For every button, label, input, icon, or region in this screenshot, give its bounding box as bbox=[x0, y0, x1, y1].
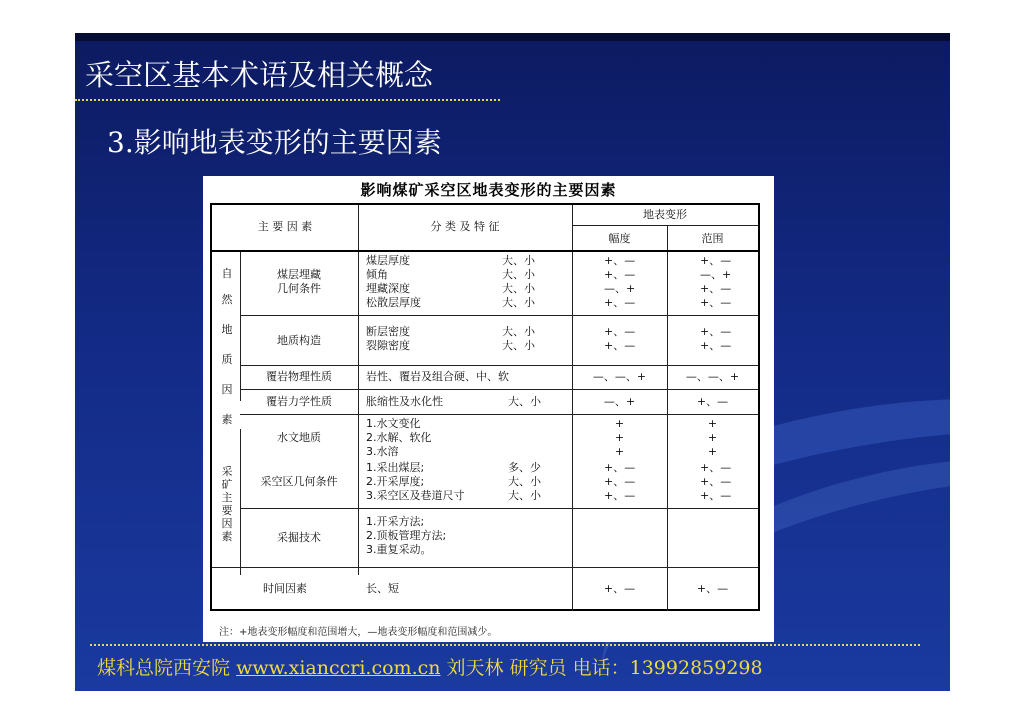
slide-title: 采空区基本术语及相关概念 bbox=[85, 58, 434, 92]
row-values: 大、小 大、小 bbox=[502, 325, 535, 352]
slide bbox=[75, 33, 950, 691]
row-amplitude: —、+ bbox=[603, 395, 636, 408]
row-items: 1.采出煤层; 2.开采厚度; 3.采空区及巷道尺寸 bbox=[366, 461, 465, 502]
row-items: 1.开采方法; 2.顶板管理方法; 3.重复采动。 bbox=[366, 515, 447, 556]
footer-url-link[interactable]: www.xianccri.com.cn bbox=[236, 657, 441, 679]
row-range: +、— +、— +、— bbox=[700, 461, 732, 502]
group-natural-label: 自 然 地 质 因 素 bbox=[221, 267, 233, 426]
table-image bbox=[203, 176, 774, 642]
row-range: +、— bbox=[696, 582, 729, 595]
row-name: 采空区几何条件 bbox=[260, 475, 338, 488]
row-name: 时间因素 bbox=[263, 582, 307, 595]
header-range: 范围 bbox=[701, 232, 724, 245]
footer-divider bbox=[90, 644, 920, 646]
row-items: 长、短 bbox=[366, 582, 399, 595]
footer-contact: 刘天林 研究员 电话：13992859298 bbox=[446, 657, 763, 679]
row-range: +、— bbox=[696, 395, 729, 408]
row-amplitude: + + + bbox=[614, 417, 625, 458]
row-range: —、—、+ bbox=[685, 370, 740, 383]
row-range: +、— +、— bbox=[700, 325, 732, 352]
row-items: 岩性、覆岩及组合硬、中、软 bbox=[366, 370, 509, 383]
footer-org: 煤科总院西安院 bbox=[97, 657, 231, 679]
title-divider bbox=[75, 99, 500, 101]
row-items: 煤层厚度 倾角 埋藏深度 松散层厚度 bbox=[366, 254, 421, 309]
row-values: 大、小 bbox=[508, 395, 541, 408]
row-values: 大、小 大、小 大、小 大、小 bbox=[502, 254, 535, 309]
row-name: 覆岩力学性质 bbox=[266, 395, 332, 408]
header-amplitude: 幅度 bbox=[608, 232, 631, 245]
slide-subtitle: 3.影响地表变形的主要因素 bbox=[107, 126, 442, 159]
row-amplitude: +、— bbox=[603, 582, 636, 595]
group-mining-label: 采 矿 主 要 因 素 bbox=[221, 465, 233, 543]
row-name: 覆岩物理性质 bbox=[266, 370, 332, 383]
row-name: 煤层埋藏 几何条件 bbox=[277, 268, 321, 295]
row-items: 1.水文变化 2.水解、软化 3.水溶 bbox=[366, 417, 432, 458]
row-amplitude: +、— +、— +、— bbox=[604, 461, 636, 502]
row-amplitude: +、— +、— bbox=[604, 325, 636, 352]
row-name: 采掘技术 bbox=[277, 531, 321, 544]
factors-table bbox=[210, 203, 760, 611]
header-factors: 主 要 因 素 bbox=[257, 220, 313, 233]
row-range: + + + bbox=[707, 417, 718, 458]
row-items: 胀缩性及水化性 bbox=[366, 395, 443, 408]
row-values: 多、少 大、小 大、小 bbox=[508, 461, 541, 502]
footer bbox=[97, 653, 763, 680]
table-note: 注：+地表变形幅度和范围增大，—地表变形幅度和范围减少。 bbox=[219, 627, 498, 638]
header-classification: 分 类 及 特 征 bbox=[430, 220, 500, 233]
row-amplitude: —、—、+ bbox=[592, 370, 647, 383]
row-items: 断层密度 裂隙密度 bbox=[366, 325, 410, 352]
header-deformation: 地表变形 bbox=[643, 208, 687, 221]
top-bar bbox=[75, 33, 950, 41]
row-range: +、— —、+ +、— +、— bbox=[700, 254, 732, 309]
row-amplitude: +、— +、— —、+ +、— bbox=[604, 254, 636, 309]
table-caption: 影响煤矿采空区地表变形的主要因素 bbox=[360, 181, 617, 199]
row-name: 地质构造 bbox=[277, 334, 321, 347]
row-name: 水文地质 bbox=[277, 431, 321, 444]
